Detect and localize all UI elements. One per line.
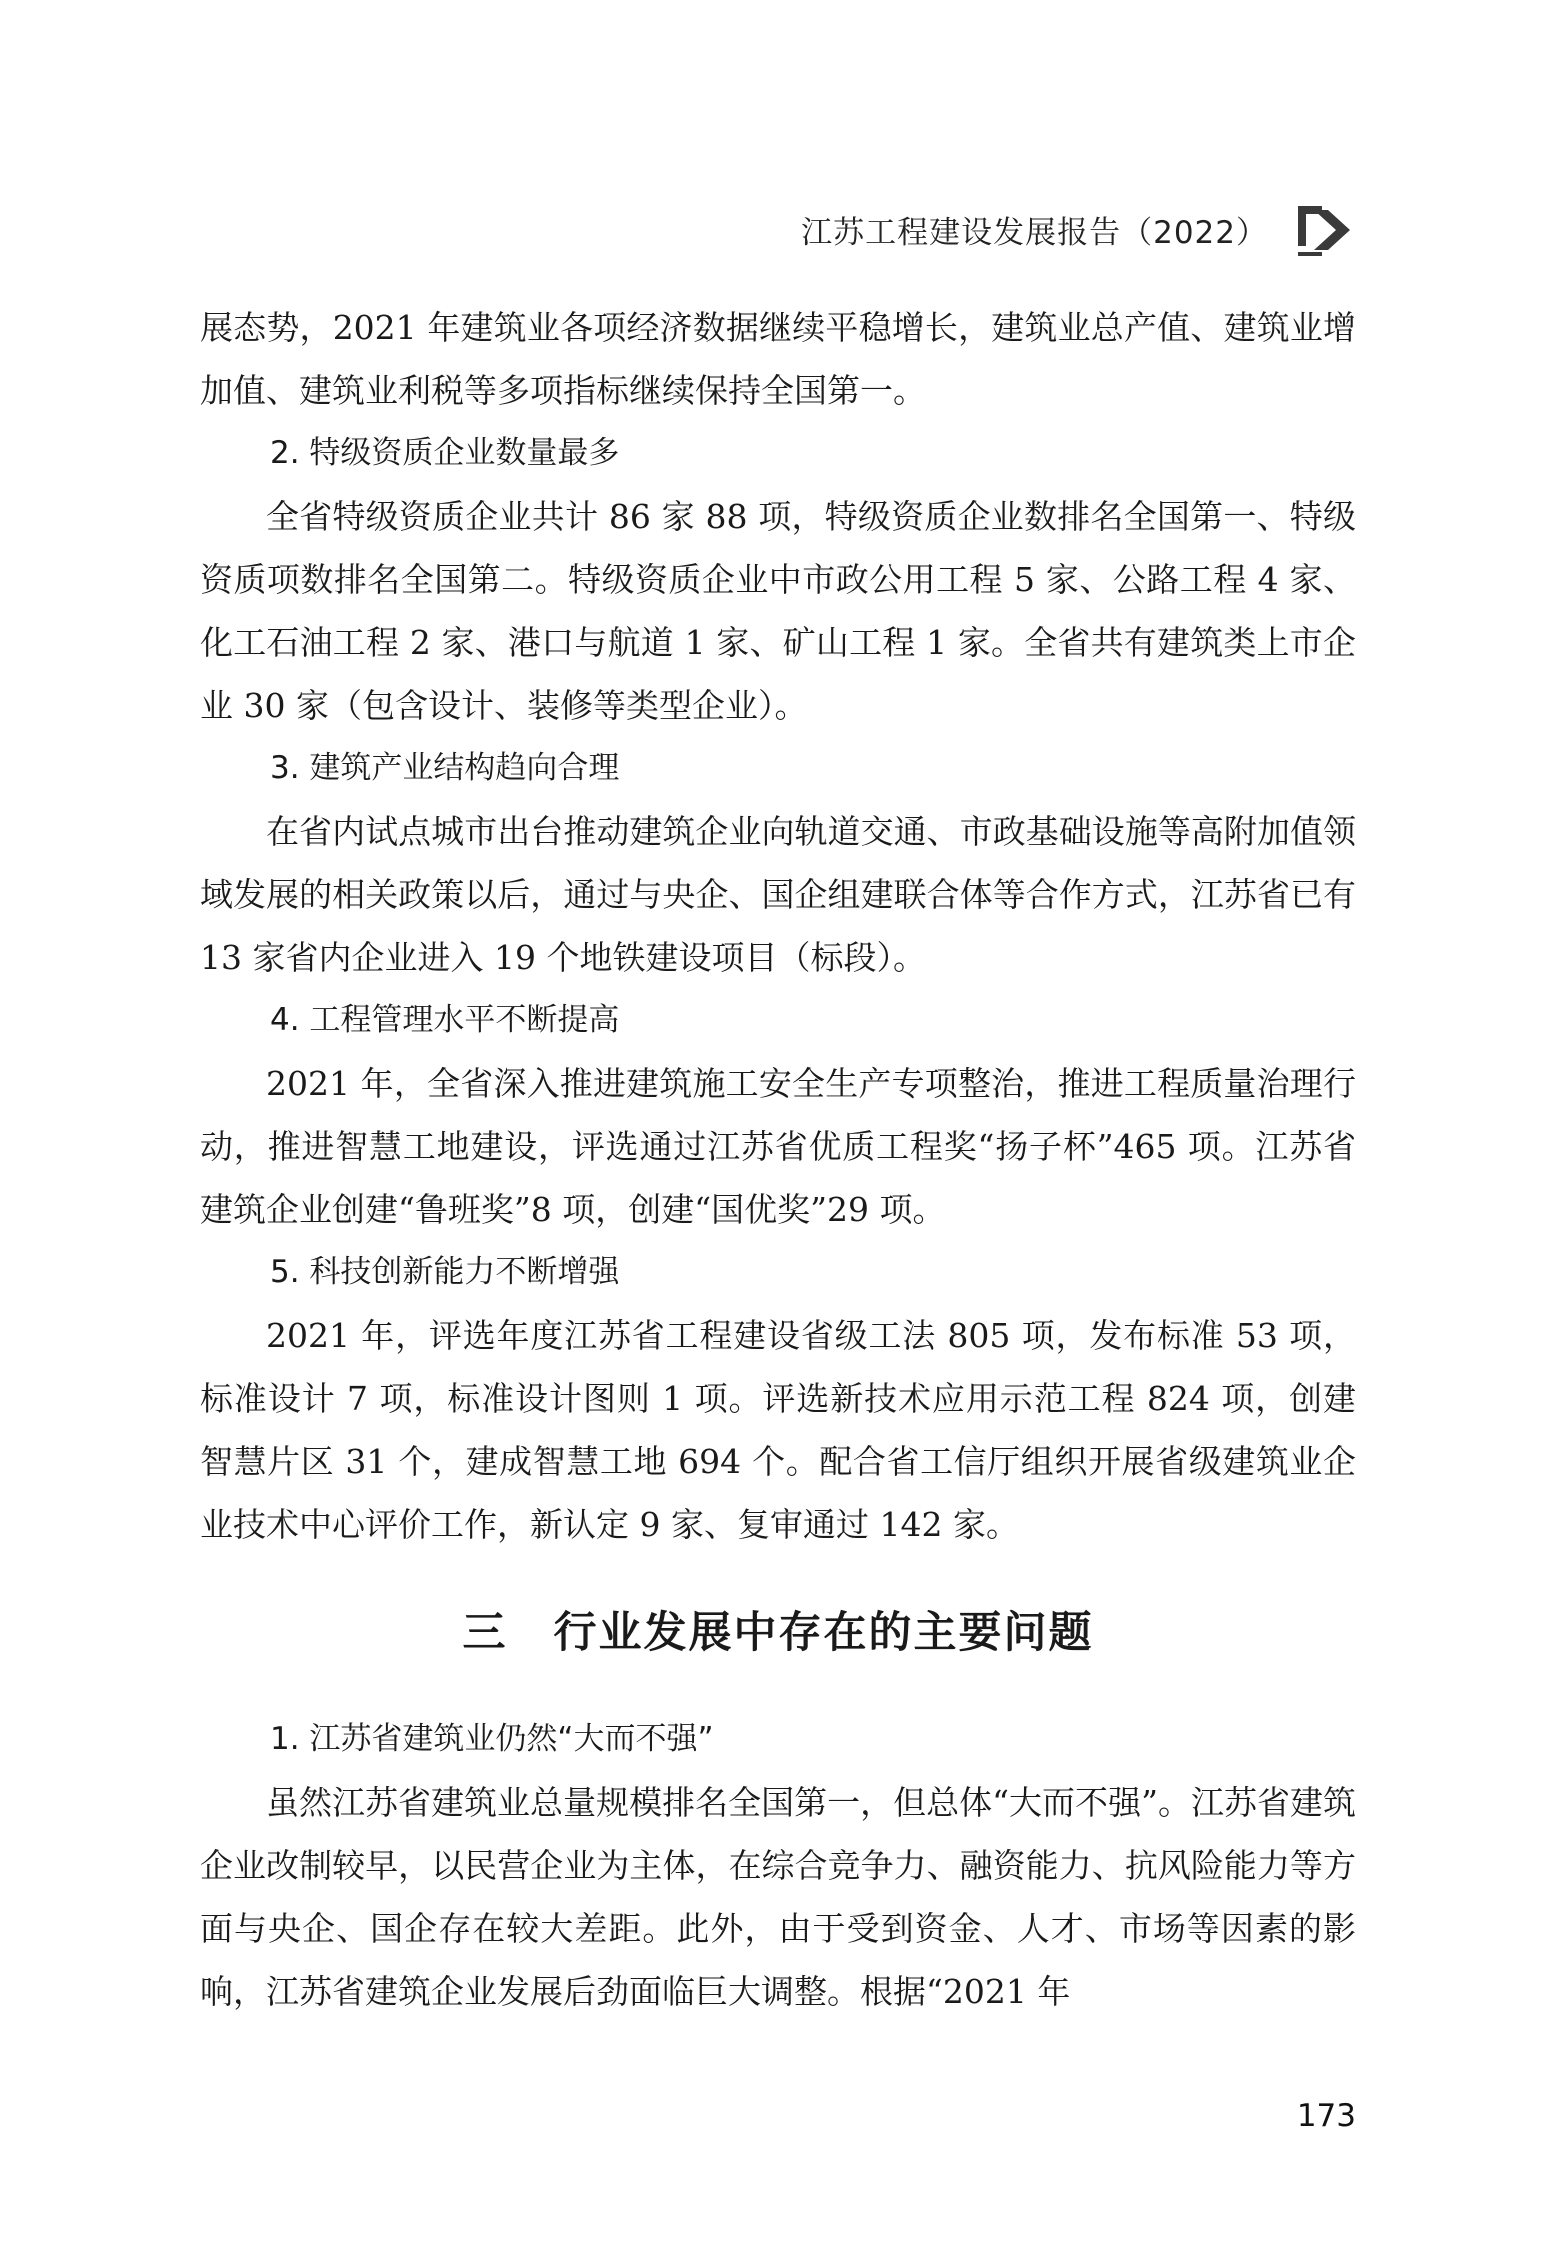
page-body <box>200 296 1356 2023</box>
subheading-4: 4. 工程管理水平不断提高 <box>270 1002 620 1038</box>
paragraph-4: 2021 年，全省深入推进建筑施工安全生产专项整治，推进工程质量治理行动，推进智慧工地建设，评选通过江苏省优质工程奖“扬子杯”465 项。江苏省建筑企业创建“鲁班奖”8 项，创建“国优奖”29 项。 <box>200 1064 1356 1229</box>
section-number: 三 <box>462 1608 508 1658</box>
subheading-s3-1: 1. 江苏省建筑业仍然“大而不强” <box>270 1721 714 1757</box>
subheading-2: 2. 特级资质企业数量最多 <box>270 435 620 471</box>
section-title-text: 行业发展中存在的主要问题 <box>553 1608 1094 1658</box>
paragraph-3: 在省内试点城市出台推动建筑企业向轨道交通、市政基础设施等高附加值领域发展的相关政策以后，通过与央企、国企组建联合体等合作方式，江苏省已有 13 家省内企业进入 19 个地铁建设项目（标段）。 <box>200 812 1356 977</box>
paragraph-intro: 展态势，2021 年建筑业各项经济数据继续平稳增长，建筑业总产值、建筑业增加值、建筑业利税等多项指标继续保持全国第一。 <box>200 308 1356 410</box>
paragraph-2: 全省特级资质企业共计 86 家 88 项，特级资质企业数排名全国第一、特级资质项数排名全国第二。特级资质企业中市政公用工程 5 家、公路工程 4 家、化工石油工程 2 家、港口与航道 1 家、矿山工程 1 家。全省共有建筑类上市企业 30 家（包含设计、装修等类型企业）。 <box>200 497 1356 725</box>
header-title: 江苏工程建设发展报告（2022） <box>801 214 1268 251</box>
paragraph-5: 2021 年，评选年度江苏省工程建设省级工法 805 项，发布标准 53 项，标准设计 7 项，标准设计图则 1 项。评选新技术应用示范工程 824 项，创建智慧片区 31 个，建成智慧工地 694 个。配合省工信厅组织开展省级建筑业企业技术中心评价工作，新认定 9 家、复审通过 142 家。 <box>200 1316 1356 1544</box>
subheading-5: 5. 科技创新能力不断增强 <box>270 1254 620 1290</box>
running-header <box>801 200 1356 258</box>
paragraph-s3-1: 虽然江苏省建筑业总量规模排名全国第一，但总体“大而不强”。江苏省建筑企业改制较早，以民营企业为主体，在综合竞争力、融资能力、抗风险能力等方面与央企、国企存在较大差距。此外，由于受到资金、人才、市场等因素的影响，江苏省建筑企业发展后劲面临巨大调整。根据“2021 年 <box>200 1783 1356 2011</box>
report-logo-icon <box>1292 200 1356 258</box>
section-title <box>200 1598 1356 1668</box>
page-number: 173 <box>1296 2098 1356 2134</box>
subheading-3: 3. 建筑产业结构趋向合理 <box>270 750 620 786</box>
